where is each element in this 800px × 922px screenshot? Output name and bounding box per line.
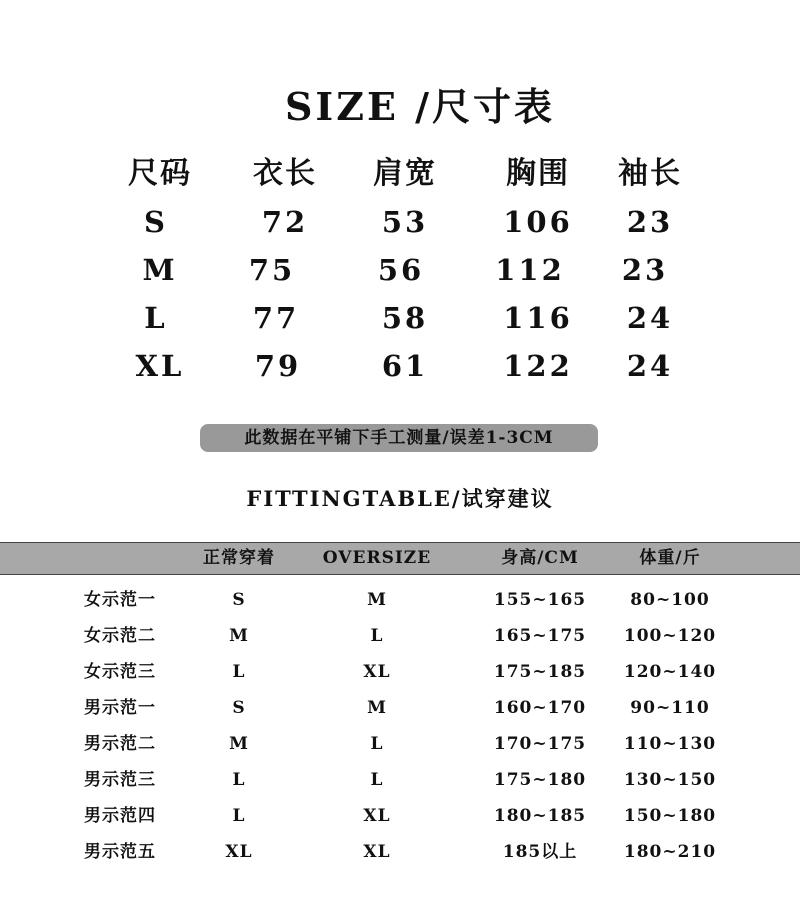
- oversize-cell: M: [367, 590, 387, 610]
- height-cell: 165~175: [493, 626, 587, 646]
- chest-cell: 122: [503, 349, 573, 383]
- size-table-header: [0, 150, 800, 198]
- normal-size-cell: L: [232, 770, 246, 790]
- normal-size-cell: S: [232, 698, 246, 718]
- shoulder-cell: 58: [381, 301, 429, 335]
- length-cell: 79: [254, 349, 302, 383]
- page-title: SIZE /尺寸表: [284, 84, 556, 129]
- normal-size-cell: L: [232, 806, 246, 826]
- normal-size-cell: L: [232, 662, 246, 682]
- oversize-cell: L: [370, 770, 384, 790]
- fitting-header-oversize: OVERSIZE: [322, 548, 432, 568]
- weight-cell: 180~210: [623, 842, 717, 862]
- normal-size-cell: S: [232, 590, 246, 610]
- oversize-cell: L: [370, 734, 384, 754]
- chest-cell: 106: [503, 205, 573, 239]
- sleeve-cell: 23: [626, 205, 674, 239]
- shoulder-cell: 61: [381, 349, 429, 383]
- fitting-row: [0, 654, 800, 690]
- sleeve-cell: 23: [621, 253, 669, 287]
- size-row: [0, 246, 800, 294]
- normal-size-cell: XL: [225, 842, 253, 862]
- shoulder-cell: 53: [381, 205, 429, 239]
- weight-cell: 80~100: [630, 590, 710, 610]
- height-cell: 180~185: [493, 806, 587, 826]
- weight-cell: 110~130: [623, 734, 717, 754]
- fitting-header-normal: 正常穿着: [203, 548, 275, 568]
- header-length: 衣长: [253, 156, 317, 191]
- height-cell: 155~165: [493, 590, 587, 610]
- chest-cell: 116: [503, 301, 573, 335]
- model-cell: 男示范五: [84, 842, 156, 862]
- size-row: [0, 294, 800, 342]
- size-cell: L: [144, 301, 168, 335]
- model-cell: 男示范四: [84, 806, 156, 826]
- fitting-row: [0, 618, 800, 654]
- size-row: [0, 198, 800, 246]
- model-cell: 男示范一: [84, 698, 156, 718]
- header-chest: 胸围: [506, 156, 570, 191]
- normal-size-cell: M: [229, 626, 249, 646]
- height-cell: 170~175: [493, 734, 587, 754]
- sleeve-cell: 24: [626, 301, 674, 335]
- fitting-row: [0, 762, 800, 798]
- fitting-row: [0, 834, 800, 870]
- fitting-row: [0, 582, 800, 618]
- fitting-row: [0, 798, 800, 834]
- model-cell: 男示范三: [84, 770, 156, 790]
- model-cell: 女示范一: [84, 590, 156, 610]
- normal-size-cell: M: [229, 734, 249, 754]
- height-cell: 185以上: [502, 842, 578, 862]
- length-cell: 72: [261, 205, 309, 239]
- fitting-header-weight: 体重/斤: [639, 548, 701, 568]
- length-cell: 75: [248, 253, 296, 287]
- fitting-header: [0, 542, 800, 575]
- chest-cell: 112: [495, 253, 565, 287]
- weight-cell: 130~150: [623, 770, 717, 790]
- model-cell: 女示范二: [84, 626, 156, 646]
- height-cell: 160~170: [493, 698, 587, 718]
- size-cell: S: [144, 205, 168, 239]
- header-size: 尺码: [128, 156, 192, 191]
- header-shoulder: 肩宽: [373, 156, 437, 191]
- fitting-row: [0, 690, 800, 726]
- fitting-header-height: 身高/CM: [501, 548, 579, 568]
- size-row: [0, 342, 800, 390]
- weight-cell: 120~140: [623, 662, 717, 682]
- model-cell: 女示范三: [84, 662, 156, 682]
- oversize-cell: XL: [363, 842, 391, 862]
- header-sleeve: 袖长: [618, 156, 682, 191]
- height-cell: 175~180: [493, 770, 587, 790]
- oversize-cell: XL: [363, 662, 391, 682]
- model-cell: 男示范二: [84, 734, 156, 754]
- measurement-note: 此数据在平铺下手工测量/误差1-3CM: [200, 424, 598, 452]
- height-cell: 175~185: [493, 662, 587, 682]
- size-cell: XL: [135, 349, 185, 383]
- weight-cell: 100~120: [623, 626, 717, 646]
- fitting-title: FITTINGTABLE/试穿建议: [246, 486, 554, 511]
- size-cell: M: [142, 253, 178, 287]
- oversize-cell: L: [370, 626, 384, 646]
- shoulder-cell: 56: [377, 253, 425, 287]
- fitting-row: [0, 726, 800, 762]
- fitting-header-model: [60, 543, 180, 574]
- weight-cell: 90~110: [630, 698, 710, 718]
- weight-cell: 150~180: [623, 806, 717, 826]
- sleeve-cell: 24: [626, 349, 674, 383]
- length-cell: 77: [252, 301, 300, 335]
- oversize-cell: M: [367, 698, 387, 718]
- oversize-cell: XL: [363, 806, 391, 826]
